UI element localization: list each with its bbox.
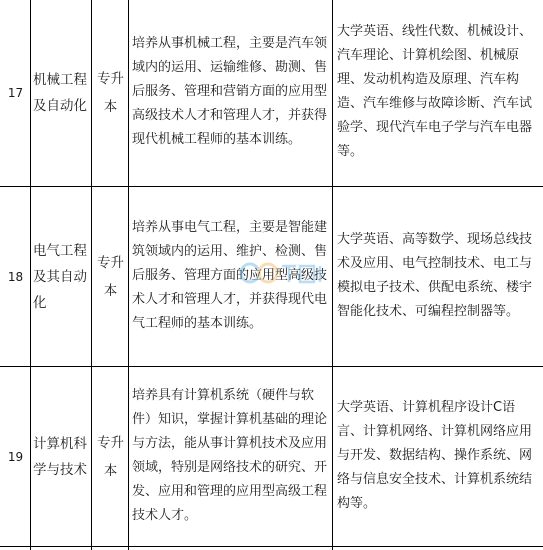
training-goal-text: 培养从事电气工程，主要是智能建筑领域内的运用、维护、检测、售后服务、管理方面的应用型高级技术人才和管理人才，并获得现代电气工程师的基本训练。	[132, 220, 328, 331]
major-name	[31, 187, 92, 366]
degree-level	[92, 187, 129, 366]
degree-level-text: 专升本	[97, 434, 124, 479]
degree-level	[92, 0, 129, 186]
major-name-text: 电气工程及其自动化	[33, 242, 87, 311]
row-number: 17	[7, 86, 24, 100]
major-name-text: 机械工程及自动化	[33, 72, 87, 114]
row-divider	[0, 546, 543, 547]
degree-level-text: 专升本	[97, 254, 124, 299]
degree-level	[92, 367, 129, 546]
row-number: 19	[7, 449, 24, 464]
main-courses	[333, 12, 543, 172]
watermark-logo-icon	[238, 258, 330, 288]
training-goal	[129, 376, 333, 536]
major-name	[31, 0, 92, 186]
main-courses	[333, 196, 543, 356]
main-courses-text: 大学英语、计算机程序设计C语言、计算机网络、计算机网络应用与开发、数据结构、操作系统、网络与信息安全技术、计算机系统结构等。	[337, 400, 533, 511]
training-goal-text: 培养从事机械工程，主要是汽车领域内的运用、运输维修、勘测、售后服务、管理和营销方面的应用型高级技术人才和管理人才，并获得现代机械工程师的基本训练。	[132, 36, 328, 147]
major-name	[31, 367, 92, 546]
training-goal	[129, 12, 333, 172]
row-number: 18	[7, 269, 24, 284]
degree-level-text: 专升本	[97, 71, 124, 115]
main-courses-text: 大学英语、高等数学、现场总线技术及应用、电气控制技术、电工与模拟电子技术、供配电系统、楼宇智能化技术、可编程控制器等。	[337, 232, 533, 319]
major-name-text: 计算机科学与技术	[33, 435, 87, 478]
main-courses	[333, 376, 543, 536]
main-courses-text: 大学英语、线性代数、机械设计、汽车理论、计算机绘图、机械原理、发动机构造及原理、汽车构造、汽车维修与故障诊断、汽车试验学、现代汽车电子学与汽车电器等。	[337, 24, 533, 159]
training-goal-text: 培养具有计算机系统（硬件与软件）知识，掌握计算机基础的理论与方法，能从事计算机技术及应用领域，特别是网络技术的研究、开发、应用和管理的应用型高级工程技术人才。	[132, 388, 328, 523]
